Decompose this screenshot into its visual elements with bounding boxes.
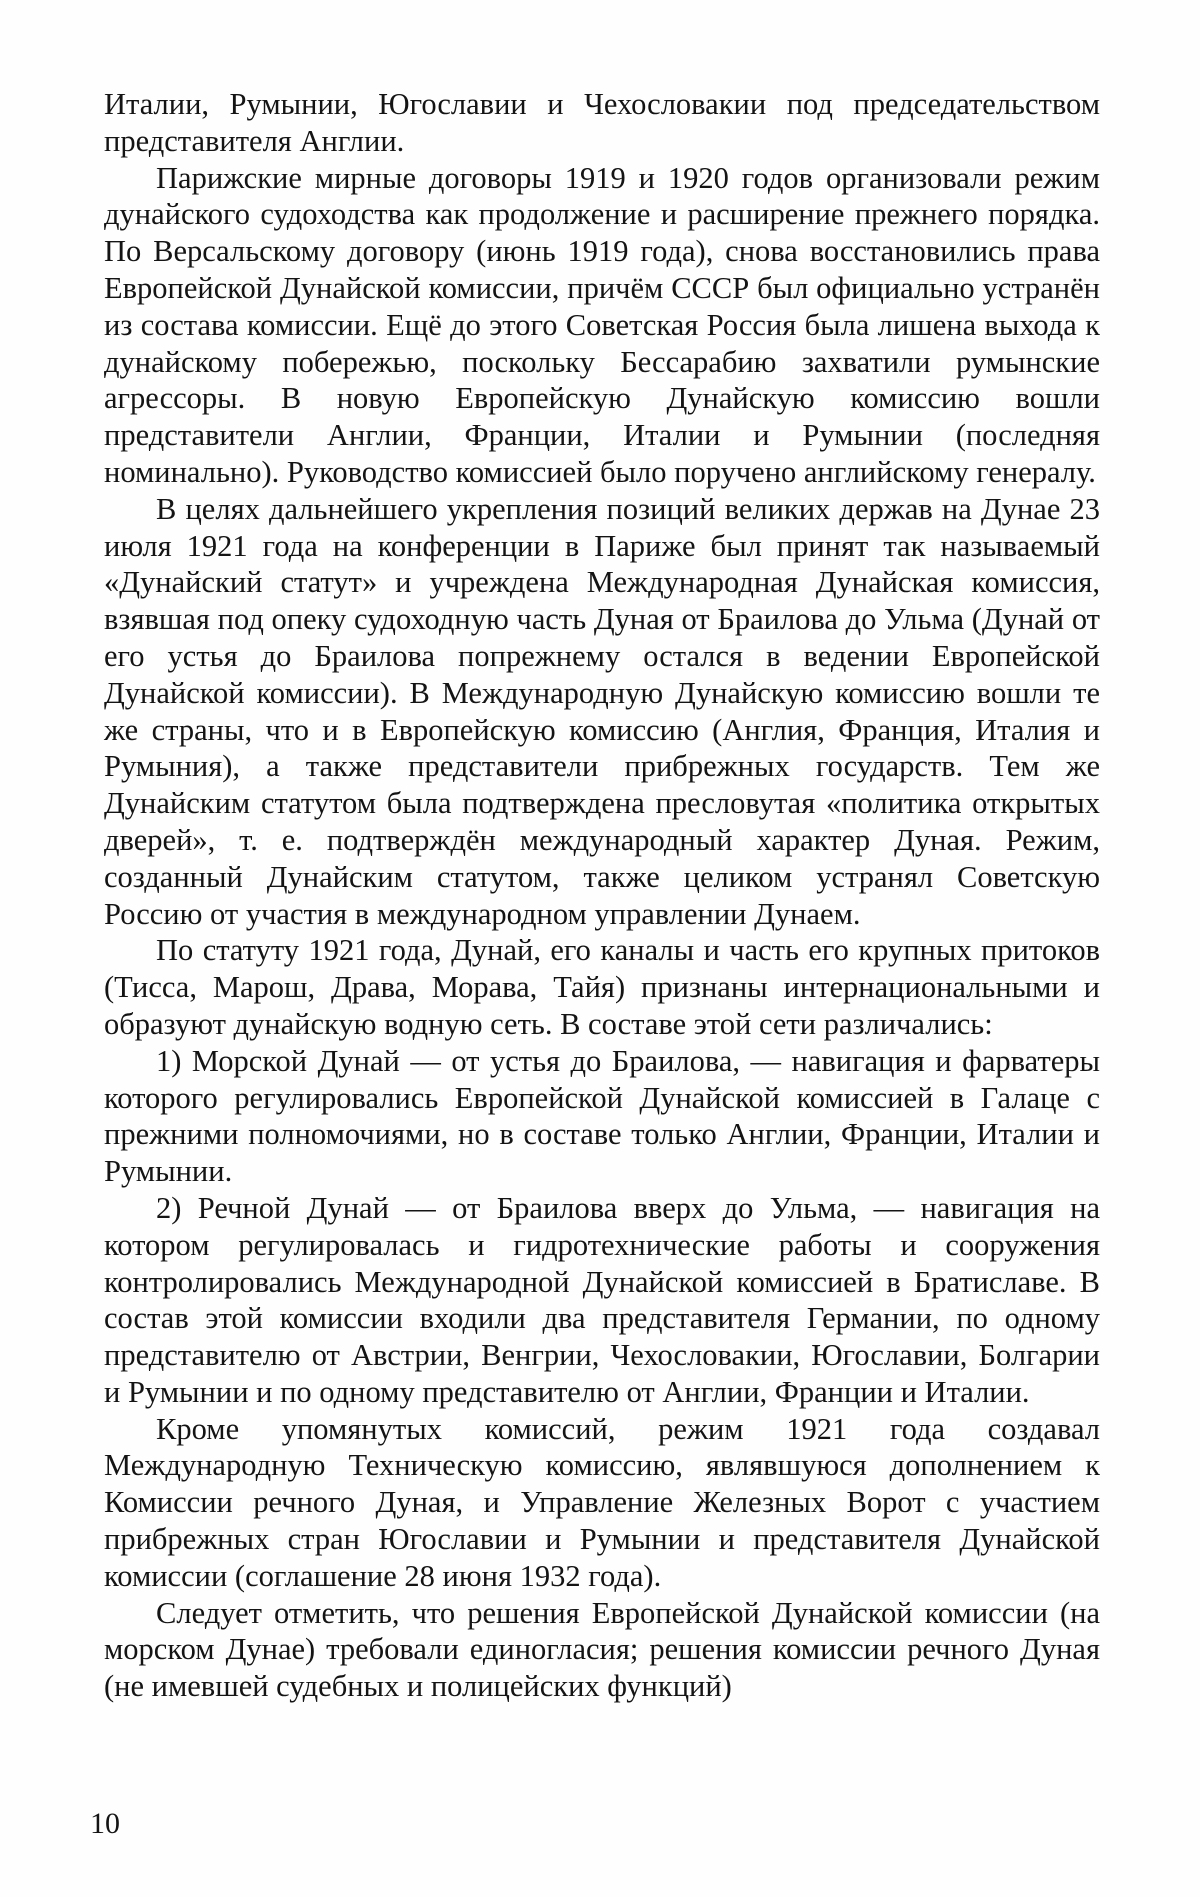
paragraph-continuation: Италии, Румынии, Югославии и Чехословакии под председательством представителя Англии.	[104, 86, 1100, 160]
paragraph-other-commissions: Кроме упомянутых комиссий, режим 1921 года создавал Международную Техническую комиссию, являвшуюся дополнением к Комиссии речного Дуная, и Управление Железных Ворот с участием прибрежных стран Югославии и Румынии и представителя Дунайской комиссии (соглашение 28 июня 1932 года).	[104, 1411, 1100, 1595]
paragraph-decisions: Следует отметить, что решения Европейской Дунайской комиссии (на морском Дунае) требовали единогласия; решения комиссии речного Дуная (не имевшей судебных и полицейских функций)	[104, 1595, 1100, 1705]
list-item-maritime-danube: 1) Морской Дунай — от устья до Браилова, — навигация и фарватеры которого регулировались Европейской Дунайской комиссией в Галаце с прежними полномочиями, но в составе только Англии, Франции, Италии и Румынии.	[104, 1043, 1100, 1190]
list-item-river-danube: 2) Речной Дунай — от Браилова вверх до Ульма, — навигация на котором регулировалась и гидротехнические работы и сооружения контролировались Международной Дунайской комиссией в Братиславе. В состав этой комиссии входили два представителя Германии, по одному представителю от Австрии, Венгрии, Чехословакии, Югославии, Болгарии и Румынии и по одному представителю от Англии, Франции и Италии.	[104, 1190, 1100, 1411]
paragraph-danube-statute: В целях дальнейшего укрепления позиций великих держав на Дунае 23 июля 1921 года на конференции в Париже был принят так называемый «Дунайский статут» и учреждена Международная Дунайская комиссия, взявшая под опеку судоходную часть Дуная от Браилова до Ульма (Дунай от его устья до Браилова попрежнему остался в ведении Европейской Дунайской комиссии). В Международную Дунайскую комиссию вошли те же страны, что и в Европейскую комиссию (Англия, Франция, Италия и Румыния), а также представители прибрежных государств. Тем же Дунайским статутом была подтверждена пресловутая «политика открытых дверей», т. е. подтверждён международный характер Дуная. Режим, созданный Дунайским статутом, также целиком устранял Советскую Россию от участия в международном управлении Дунаем.	[104, 491, 1100, 933]
page-number: 10	[90, 1806, 120, 1842]
paragraph-paris-treaties: Парижские мирные договоры 1919 и 1920 годов организовали режим дунайского судоходства как продолжение и расширение прежнего порядка. По Версальскому договору (июнь 1919 года), снова восстановились права Европейской Дунайской комиссии, причём СССР был официально устранён из состава комиссии. Ещё до этого Советская Россия была лишена выхода к дунайскому побережью, поскольку Бессарабию захватили румынские агрессоры. В новую Европейскую Дунайскую комиссию вошли представители Англии, Франции, Италии и Румынии (последняя номинально). Руководство комиссией было поручено английскому генералу.	[104, 160, 1100, 491]
book-page	[0, 0, 1200, 1897]
paragraph-statute-1921: По статуту 1921 года, Дунай, его каналы и часть его крупных притоков (Тисса, Марош, Драва, Морава, Тайя) признаны интернациональными и образуют дунайскую водную сеть. В составе этой сети различались:	[104, 932, 1100, 1042]
body-text	[104, 86, 1100, 1705]
